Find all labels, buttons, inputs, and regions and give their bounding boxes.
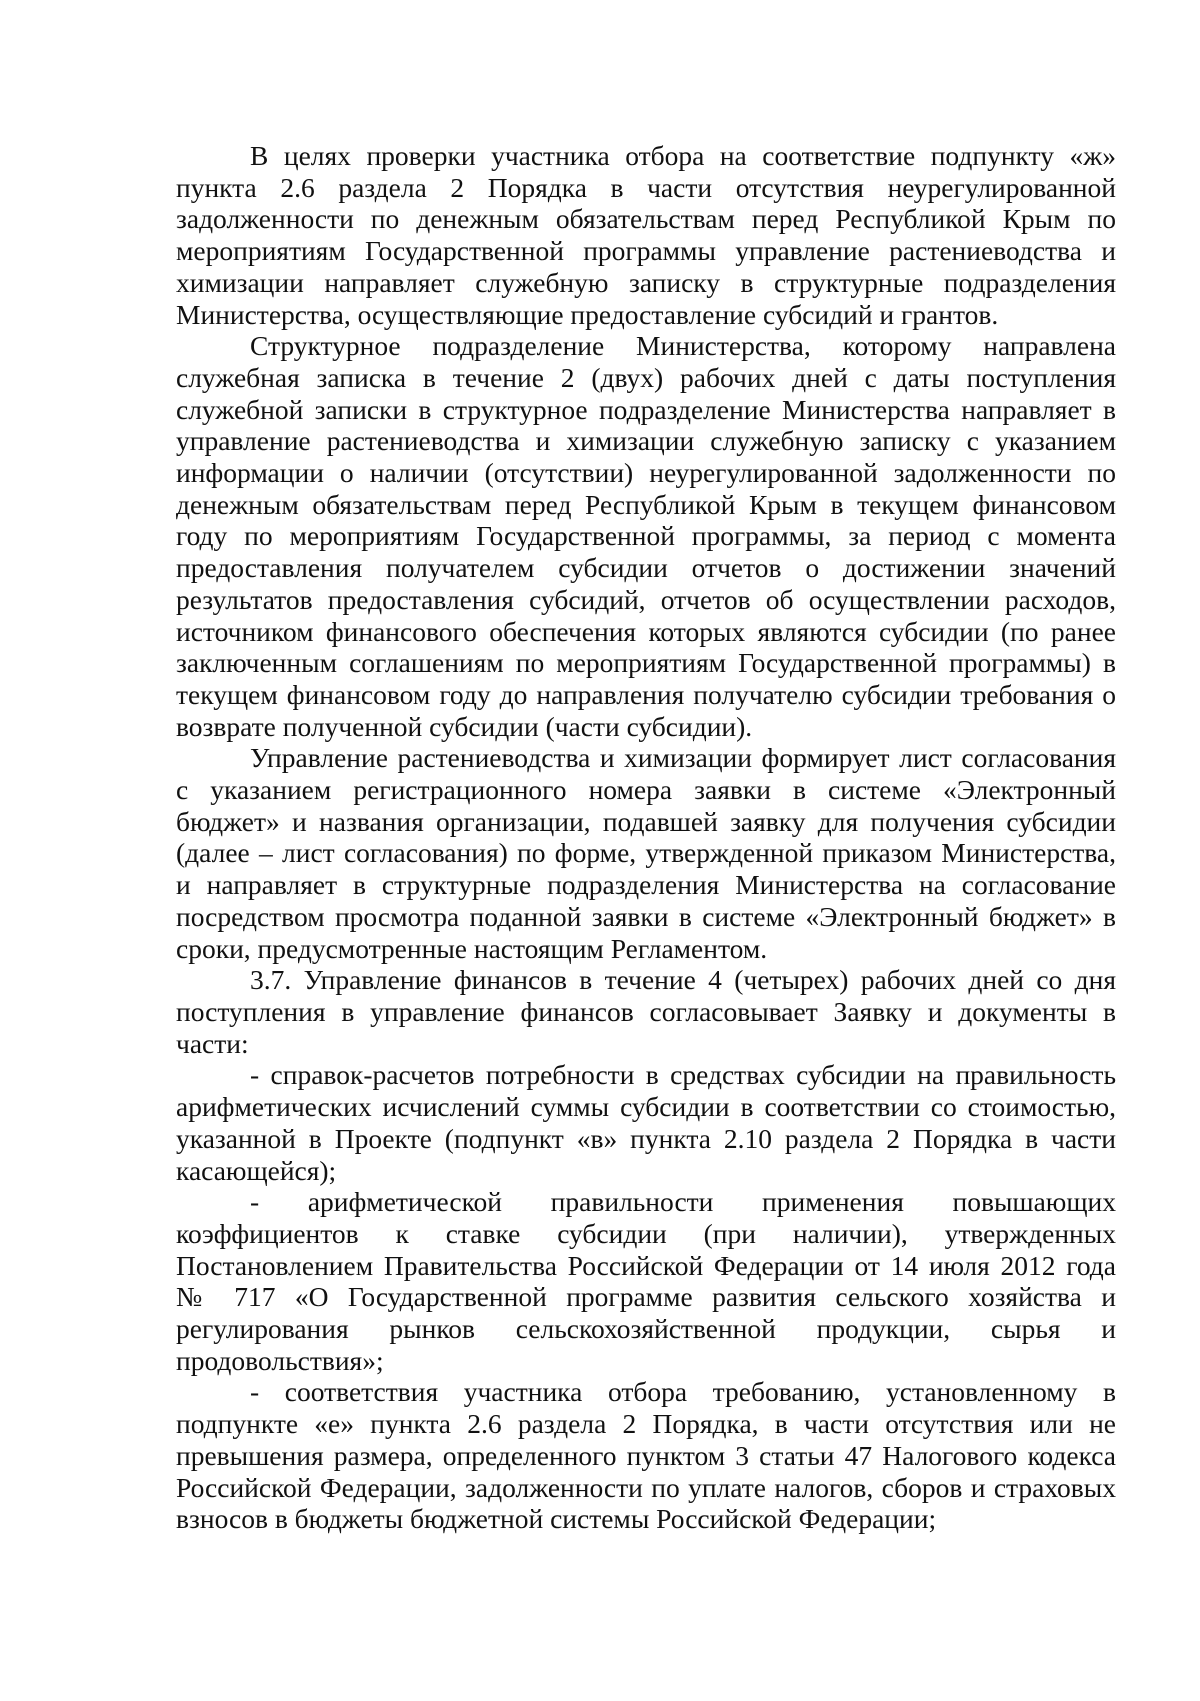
paragraph-7: - соответствия участника отбора требованию, установленному в подпункте «е» пункта 2.6 раздела 2 Порядка, в части отсутствия или не превышения размера, определенного пунктом 3 статьи 47 Налогового кодекса Российской Федерации, задолженности по уплате налогов, сборов и страховых взносов в бюджеты бюджетной системы Российской Федерации; [176,1376,1116,1535]
paragraph-4: 3.7. Управление финансов в течение 4 (четырех) рабочих дней со дня поступления в управление финансов согласовывает Заявку и документы в части: [176,964,1116,1059]
document-body [176,140,1116,1535]
paragraph-1: В целях проверки участника отбора на соответствие подпункту «ж» пункта 2.6 раздела 2 Порядка в части отсутствия неурегулированной задолженности по денежным обязательствам перед Республикой Крым по мероприятиям Государственной программы управление растениеводства и химизации направляет служебную записку в структурные подразделения Министерства, осуществляющие предоставление субсидий и грантов. [176,140,1116,330]
paragraph-3: Управление растениеводства и химизации формирует лист согласования с указанием регистрационного номера заявки в системе «Электронный бюджет» и названия организации, подавшей заявку для получения субсидии (далее – лист согласования) по форме, утвержденной приказом Министерства, и направляет в структурные подразделения Министерства на согласование посредством просмотра поданной заявки в системе «Электронный бюджет» в сроки, предусмотренные настоящим Регламентом. [176,742,1116,964]
paragraph-2: Структурное подразделение Министерства, которому направлена служебная записка в течение 2 (двух) рабочих дней с даты поступления служебной записки в структурное подразделение Министерства направляет в управление растениеводства и химизации служебную записку с указанием информации о наличии (отсутствии) неурегулированной задолженности по денежным обязательствам перед Республикой Крым в текущем финансовом году по мероприятиям Государственной программы, за период с момента предоставления получателем субсидии отчетов о достижении значений результатов предоставления субсидий, отчетов об осуществлении расходов, источником финансового обеспечения которых являются субсидии (по ранее заключенным соглашениям по мероприятиям Государственной программы) в текущем финансовом году до направления получателю субсидии требования о возврате полученной субсидии (части субсидии). [176,330,1116,742]
paragraph-5: - справок-расчетов потребности в средствах субсидии на правильность арифметических исчислений суммы субсидии в соответствии со стоимостью, указанной в Проекте (подпункт «в» пункта 2.10 раздела 2 Порядка в части касающейся); [176,1059,1116,1186]
paragraph-6: - арифметической правильности применения повышающих коэффициентов к ставке субсидии (при наличии), утвержденных Постановлением Правительства Российской Федерации от 14 июля 2012 года № 717 «О Государственной программе развития сельского хозяйства и регулирования рынков сельскохозяйственной продукции, сырья и продовольствия»; [176,1186,1116,1376]
